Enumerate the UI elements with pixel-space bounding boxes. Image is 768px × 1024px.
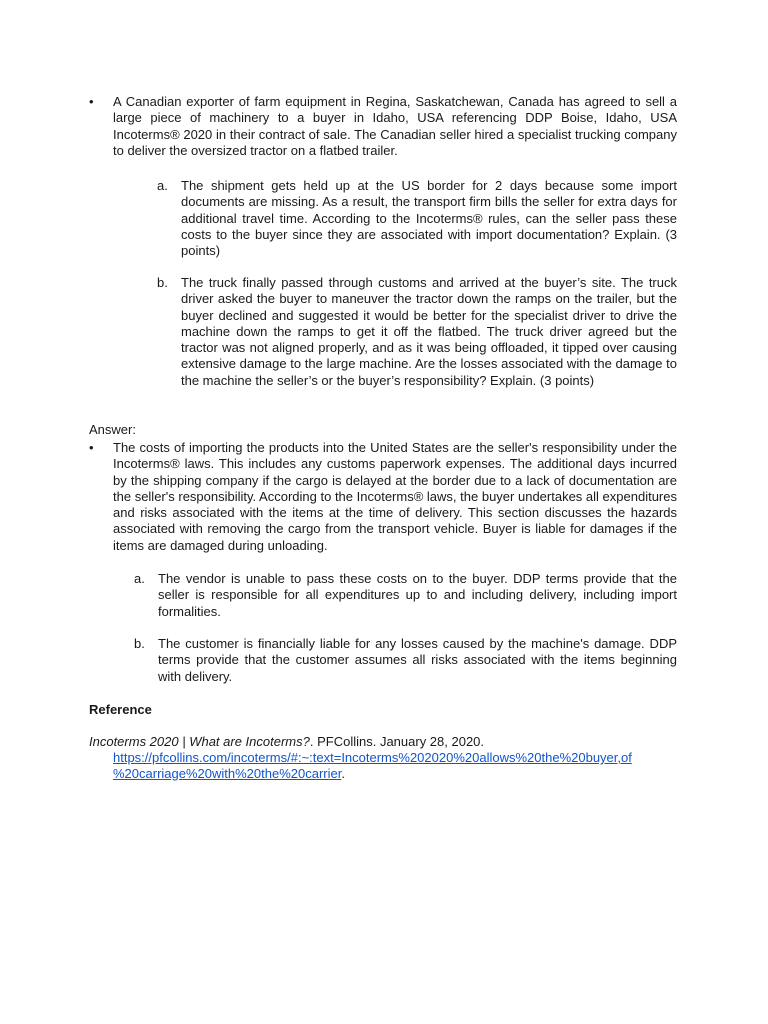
reference-heading: Reference [89,702,152,717]
answer-label: Answer: [89,422,136,437]
bullet-icon [89,440,97,456]
answer-a-marker: a. [134,571,145,586]
question-a-marker: a. [157,178,168,193]
answer-intro: The costs of importing the products into the United States are the seller's responsibility under the Incoterms® laws. This includes any customs paperwork expenses. The additional days incurred by the shipping company if the cargo is delayed at the border due to a lack of documentation are the seller's responsibility. According to the Incoterms® laws, the buyer undertakes all expenditures and risks associated with the items at the time of delivery. This section discusses the hazards associated with removing the cargo from the transport vehicle. Buyer is liable for damages if the items are damaged during unloading. [113,440,677,553]
reference-link-continued[interactable]: %20carriage%20with%20the%20carrier [113,766,342,781]
answer-b-text: The customer is financially liable for any losses caused by the machine's damage. DDP terms provide that the customer assumes all risks associated with the items beginning with delivery. [158,636,677,684]
answer-b-marker: b. [134,636,145,651]
reference-url-line-2 [113,766,713,782]
bullet-icon [89,94,97,110]
reference-source: . PFCollins. January 28, 2020. [309,734,485,749]
reference-link[interactable]: https://pfcollins.com/incoterms/#:~:text=Incoterms%202020%20allows%20the%20buyer,of [113,750,632,765]
question-b-text: The truck finally passed through customs and arrived at the buyer’s site. The truck driver asked the buyer to maneuver the tractor down the ramps on the trailer, but the buyer declined and suggested it would be better for the specialist driver to drive the machine down the ramps to get it off the flatbed. The truck driver agreed but the tractor was not aligned properly, and as it was being offloaded, it tipped over causing extensive damage to the large machine. Are the losses associated with the damage to the machine the seller’s or the buyer’s responsibility? Explain. (3 points) [181,275,677,388]
reference-url-line-1 [113,750,713,766]
reference-citation [89,734,689,750]
question-intro: A Canadian exporter of farm equipment in Regina, Saskatchewan, Canada has agreed to sell a large piece of machinery to a buyer in Idaho, USA referencing DDP Boise, Idaho, USA Incoterms® 2020 in their contract of sale. The Canadian seller hired a specialist trucking company to deliver the oversized tractor on a flatbed trailer. [113,94,677,158]
question-b-marker: b. [157,275,168,290]
answer-a-text: The vendor is unable to pass these costs on to the buyer. DDP terms provide that the seller is responsible for all expenditures up to and including delivery, including import formalities. [158,571,677,619]
reference-url-end: . [341,766,345,781]
reference-title: Incoterms 2020 | What are Incoterms? [89,734,310,749]
question-a-text: The shipment gets held up at the US border for 2 days because some import documents are missing. As a result, the transport firm bills the seller for extra days for additional travel time. According to the Incoterms® rules, can the seller pass these costs to the buyer since they are associated with import documentation? Explain. (3 points) [181,178,677,259]
